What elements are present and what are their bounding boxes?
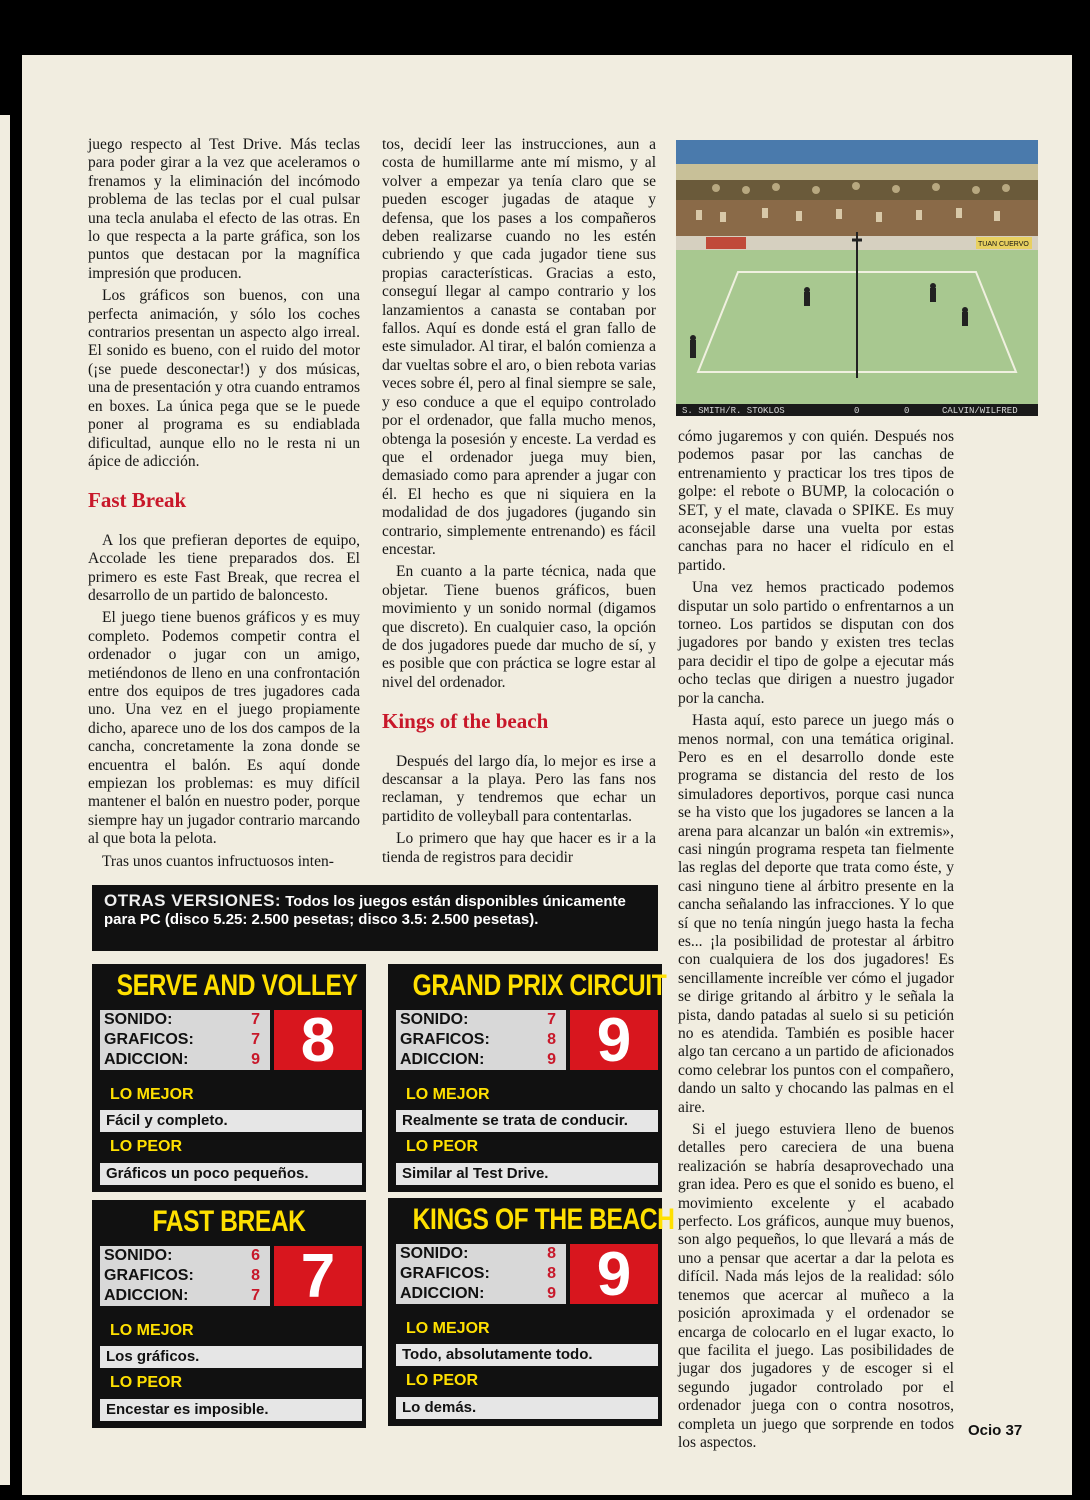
column-1 xyxy=(88,136,360,875)
stat-sonido xyxy=(104,1010,264,1030)
lo-mejor-label: LO MEJOR xyxy=(110,1086,194,1103)
stat-value: 7 xyxy=(547,1011,556,1028)
otras-versiones-box xyxy=(92,885,658,951)
stat-adiccion xyxy=(104,1286,264,1306)
stats-panel xyxy=(396,1244,566,1304)
stat-value: 9 xyxy=(251,1051,260,1068)
paragraph: juego respecto al Test Drive. Más teclas para poder girar a la vez que aceleramos o frenamos y la eliminación del incómodo problema de las teclas por el cual pulsar una tecla anulaba el efecto de las otras. En lo que respecta a la parte gráfica, son los puntos que destacan por la magnífica impresión que producen. xyxy=(88,136,360,282)
overall-score: 8 xyxy=(274,1010,362,1070)
lo-mejor-label: LO MEJOR xyxy=(406,1320,490,1337)
card-title: GRAND PRIX CIRCUIT xyxy=(412,969,667,1002)
score-left: 0 xyxy=(854,406,860,416)
banner-text: TUAN CUERVO xyxy=(978,241,1029,248)
stat-graficos xyxy=(400,1264,560,1284)
stat-label: ADICCION: xyxy=(104,1051,189,1068)
stat-value: 6 xyxy=(251,1247,260,1264)
paragraph: cómo jugaremos y con quién. Después nos podemos pasar por las canchas de entrenamiento y practicar los tres tipos de golpe: el rebote o BUMP, la colocación o SET, y el mate, clavada o SPIKE. Es muy aconsejable darse una vuelta por estas canchas para no hacer el ridículo en el partido. xyxy=(678,428,954,574)
paragraph: Hasta aquí, esto parece un juego más o menos normal, con una temática original. Pero es en el desarrollo donde este programa se distancia del resto de los simuladores deportivos, porque casi nunca se ha visto que los jugadores se lancen a la arena para alcanzar un balón «in extremis», casi ningún programa respeta tan fielmente las reglas del deporte que trata como éste, y casi ninguno tiene al árbitro presente en la cancha señalando las infracciones. Y lo que sí que no tenía ningún juego hasta la fecha es... ¡la posibilidad de protestar al árbitro con cualquiera de los dos jugadores! Es sencillamente increíble ver cómo el jugador se dirige gritando al árbitro y le señala la pista, dando patadas al suelo si su petición no es atendida. También es posible hacer algo tan cercano a un partido de aficionados como celebrar los puntos con el compañero, dando un salto y chocando las palmas en el aire. xyxy=(678,712,954,1116)
rating-card-kings-of-the-beach xyxy=(388,1198,675,1426)
stats-panel xyxy=(100,1246,270,1306)
stat-value: 8 xyxy=(251,1267,260,1284)
lo-mejor-label: LO MEJOR xyxy=(406,1086,490,1103)
paragraph: Si el juego estuviera lleno de buenos detalles pero careciera de una buena realización se habría desaprovechado una gran idea. Pero es que el sonido es bueno, el movimiento excelente y el acabado perfecto. Los gráficos, aunque muy buenos, son algo pequeños, lo que llevará a más de uno a pensar que acertar a dar la pelota es difícil. Nada más lejos de la realidad: sólo tenemos que acercar al muñeco a la posición aproximada y el ordenador se encarga de colocarlo en el lugar exacto, lo que facilita el juego. Las posibilidades de jugar dos jugadores y de escoger si el segundo jugador controlado por el ordenador juega con o contra nosotros, completa un juego que sorprende en todos los aspectos. xyxy=(678,1121,954,1451)
otras-versiones-text: Todos los juegos están disponibles únicamente para PC (disco 5.25: 2.500 pesetas; disco 3.5: 2.500 pesetas). xyxy=(104,893,626,928)
section-heading-fast-break: Fast Break xyxy=(88,488,187,513)
paragraph: Los gráficos son buenos, con una perfecta animación, y sólo los coches contrarios presentan un aspecto algo irreal. El sonido es bueno, con el ruido del motor (¡se puede desconectar!) y dos músicas, una de presentación y otra cuando entramos en boxes. La única pega que se le puede poner al programa es su endiablada dificultad, aunque ello no le resta ni un ápice de adicción. xyxy=(88,287,361,470)
card-title: SERVE AND VOLLEY xyxy=(116,969,358,1002)
overall-score: 9 xyxy=(570,1244,658,1304)
lo-mejor-value: Fácil y completo. xyxy=(100,1110,362,1132)
paragraph: Tras unos cuantos infructuosos inten- xyxy=(102,852,334,870)
paragraph: En cuanto a la parte técnica, nada que objetar. Tiene buenos gráficos, buen movimiento y un sonido normal (digamos que discreto). En cualquier caso, la opción de dos jugadores puede dar mucho de sí, y es posible que con práctica se logre estar al nivel del ordenador. xyxy=(382,563,656,691)
lo-peor-value: Encestar es imposible. xyxy=(100,1399,362,1421)
previous-page-edge xyxy=(0,115,10,1485)
column-3 xyxy=(678,428,954,1456)
section-heading-kings-of-the-beach: Kings of the beach xyxy=(382,709,549,734)
stat-sonido xyxy=(400,1010,560,1030)
game-screenshot xyxy=(676,140,1038,416)
stat-value: 7 xyxy=(251,1011,260,1028)
lo-mejor-value: Los gráficos. xyxy=(100,1346,362,1368)
lo-mejor-value: Realmente se trata de conducir. xyxy=(396,1110,658,1132)
page-folio: Ocio 37 xyxy=(968,1422,1023,1439)
otras-versiones-label: OTRAS VERSIONES: xyxy=(104,891,282,910)
overall-score: 9 xyxy=(570,1010,658,1070)
column-2 xyxy=(382,136,656,871)
lo-peor-label: LO PEOR xyxy=(110,1374,183,1391)
stat-value: 8 xyxy=(547,1031,556,1048)
paragraph: Lo primero que hay que hacer es ir a la tienda de registros para decidir xyxy=(382,830,656,866)
stat-label: ADICCION: xyxy=(104,1287,189,1304)
rating-card-serve-and-volley xyxy=(92,964,366,1192)
lo-mejor-label: LO MEJOR xyxy=(110,1322,194,1339)
stat-value: 9 xyxy=(547,1285,556,1302)
stats-panel xyxy=(396,1010,566,1070)
paragraph: Una vez hemos practicado podemos disputar un solo partido o enfrentarnos a un torneo. Los partidos se disputan con dos jugadores por bando y existen tres teclas para decidir el tipo de golpe a ejecutar más ocho teclas que dirigen a nuestro jugador por la cancha. xyxy=(678,579,954,707)
card-title: FAST BREAK xyxy=(152,1205,306,1238)
paragraph: Después del largo día, lo mejor es irse a descansar a la playa. Pero las fans nos reclaman, y tendremos que echar un partidito de volleyball para contentarlas. xyxy=(382,752,656,825)
lo-peor-value: Gráficos un poco pequeños. xyxy=(100,1163,362,1185)
stat-value: 8 xyxy=(547,1245,556,1262)
stat-sonido xyxy=(104,1246,264,1266)
stat-value: 9 xyxy=(547,1051,556,1068)
rating-card-fast-break xyxy=(92,1200,366,1428)
stat-label: SONIDO: xyxy=(400,1011,469,1028)
lo-mejor-value: Todo, absolutamente todo. xyxy=(396,1344,658,1366)
paragraph: El juego tiene buenos gráficos y es muy completo. Podemos competir contra el ordenador o jugar con un amigo, metiéndonos de lleno en una confrontación entre dos equipos de tres jugadores cada uno. Una vez en el juego propiamente dicho, aparece uno de los dos campos de la cancha, concretamente la zona donde se encuentra el balón. Es aquí donde empiezan los problemas: es muy difícil mantener el balón en nuestro poder, porque siempre hay un jugador contrario marcando al que bota la pelota. xyxy=(88,609,360,848)
stat-label: ADICCION: xyxy=(400,1051,485,1068)
paragraph: A los que prefieran deportes de equipo, Accolade les tiene preparados dos. El primero es este Fast Break, que recrea el desarrollo de un partido de baloncesto. xyxy=(88,531,360,604)
stat-sonido xyxy=(400,1244,560,1264)
stat-value: 8 xyxy=(547,1265,556,1282)
stats-panel xyxy=(100,1010,270,1070)
stat-label: SONIDO: xyxy=(104,1011,173,1028)
lo-peor-label: LO PEOR xyxy=(110,1138,183,1155)
stat-label: SONIDO: xyxy=(104,1247,173,1264)
stat-label: ADICCION: xyxy=(400,1285,485,1302)
stat-graficos xyxy=(104,1266,264,1286)
score-right: 0 xyxy=(904,406,910,416)
stat-value: 7 xyxy=(251,1031,260,1048)
card-title: KINGS OF THE BEACH xyxy=(412,1203,675,1236)
stat-value: 7 xyxy=(251,1287,260,1304)
team-left-label: S. SMITH/R. STOKLOS xyxy=(682,406,785,416)
stat-label: GRAFICOS: xyxy=(104,1267,194,1284)
overall-score: 7 xyxy=(274,1246,362,1306)
stat-label: SONIDO: xyxy=(400,1245,469,1262)
stat-adiccion xyxy=(400,1050,560,1070)
stat-label: GRAFICOS: xyxy=(400,1265,490,1282)
stat-adiccion xyxy=(400,1284,560,1304)
stat-graficos xyxy=(104,1030,264,1050)
lo-peor-value: Similar al Test Drive. xyxy=(396,1163,658,1185)
paragraph: tos, decidí leer las instrucciones, aun a costa de humillarme ante mí mismo, y al volver a empezar ya tenía claro que se pueden escoger jugadas de ataque y defensa, que los pases a los compañeros deben realizarse cuando no les estén cubriendo y que cada jugador tiene sus propias características. Gracias a esto, conseguí llegar al campo contrario y los lanzamientos a canasta se contaban por fallos. Aquí es donde está el gran fallo de este simulador. Al tirar, el balón comienza a dar vueltas sobre el aro, o bien rebota varias veces sobre él, pero al final siempre se sale, y eso conduce a que el equipo controlado por el ordenador, que falla mucho menos, obtenga la posesión y enceste. La verdad es que el ordenador juega muy bien, demasiado como para aprender a jugar con él. El hecho es que ni siquiera en la modalidad de dos jugadores (jugando sin contrario, simplemente entrenando) es fácil encestar. xyxy=(382,136,656,558)
lo-peor-label: LO PEOR xyxy=(406,1138,479,1155)
stat-label: GRAFICOS: xyxy=(400,1031,490,1048)
stat-adiccion xyxy=(104,1050,264,1070)
team-right-label: CALVIN/WILFRED xyxy=(942,406,1018,416)
lo-peor-label: LO PEOR xyxy=(406,1372,479,1389)
rating-card-grand-prix-circuit xyxy=(388,964,667,1192)
stat-label: GRAFICOS: xyxy=(104,1031,194,1048)
lo-peor-value: Lo demás. xyxy=(396,1397,658,1419)
stat-graficos xyxy=(400,1030,560,1050)
